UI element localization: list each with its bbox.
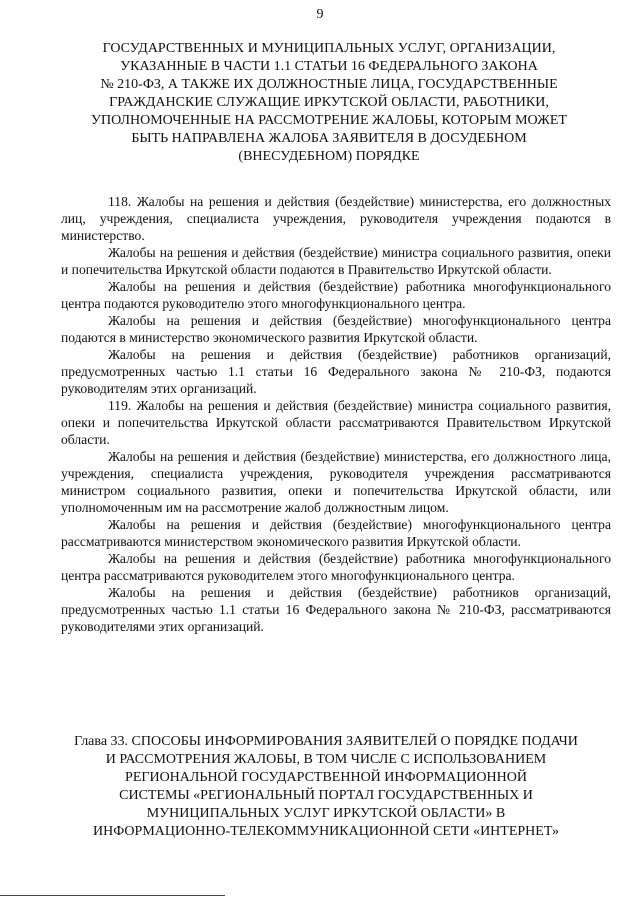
paragraph: Жалобы на решения и действия (бездействие) работника многофункционального центра рассматриваются руководителем этого многофункционального центра. [61,551,611,583]
section-heading-top [66,40,592,166]
paragraph: Жалобы на решения и действия (бездействие) работника многофункционального центра подаются руководителю этого многофункционального центра. [61,279,611,311]
paragraph: Жалобы на решения и действия (бездействие) министра социального развития, опеки и попечительства Иркутской области подаются в Правительство Иркутской области. [61,245,611,277]
footer-divider [0,895,225,896]
heading-line: БЫТЬ НАПРАВЛЕНА ЖАЛОБА ЗАЯВИТЕЛЯ В ДОСУДЕБНОМ [131,131,527,146]
heading-line: РЕГИОНАЛЬНОЙ ГОСУДАРСТВЕННОЙ ИНФОРМАЦИОННОЙ [125,770,527,785]
heading-line: УПОЛНОМОЧЕННЫЕ НА РАССМОТРЕНИЕ ЖАЛОБЫ, КОТОРЫМ МОЖЕТ [91,113,567,128]
heading-line: МУНИЦИПАЛЬНЫХ УСЛУГ ИРКУТСКОЙ ОБЛАСТИ» В [146,806,506,821]
heading-line: (ВНЕСУДЕБНОМ) ПОРЯДКЕ [238,149,420,164]
paragraph: Жалобы на решения и действия (бездействие) многофункционального центра подаются в министерство экономического развития Иркутской области. [61,313,611,345]
heading-line: ГОСУДАРСТВЕННЫХ И МУНИЦИПАЛЬНЫХ УСЛУГ, ОРГАНИЗАЦИИ, [102,41,556,56]
document-body [61,193,611,635]
heading-line: ГРАЖДАНСКИЕ СЛУЖАЩИЕ ИРКУТСКОЙ ОБЛАСТИ, РАБОТНИКИ, [109,95,549,110]
paragraph: Жалобы на решения и действия (бездействие) министерства, его должностного лица, учреждения, специалиста учреждения, руководителя учреждения рассматриваются министром социального развития, опеки и попечительства Иркутской области, или уполномоченным им на рассмотрение жалоб должностным лицом. [61,449,611,515]
heading-line: И РАССМОТРЕНИЯ ЖАЛОБЫ, В ТОМ ЧИСЛЕ С ИСПОЛЬЗОВАНИЕМ [105,752,547,767]
heading-line: № 210-ФЗ, А ТАКЖЕ ИХ ДОЛЖНОСТНЫЕ ЛИЦА, ГОСУДАРСТВЕННЫЕ [100,77,558,92]
heading-line: УКАЗАННЫЕ В ЧАСТИ 1.1 СТАТЬИ 16 ФЕДЕРАЛЬНОГО ЗАКОНА [120,59,538,74]
page-number: 9 [316,7,324,22]
heading-line: СИСТЕМЫ «РЕГИОНАЛЬНЫЙ ПОРТАЛ ГОСУДАРСТВЕННЫХ И [119,788,533,803]
paragraph: 119. Жалобы на решения и действия (бездействие) министра социального развития, опеки и попечительства Иркутской области рассматриваются Правительством Иркутской области. [61,398,611,447]
paragraph: Жалобы на решения и действия (бездействие) многофункционального центра рассматриваются министерством экономического развития Иркутской области. [61,517,611,549]
heading-line: ИНФОРМАЦИОННО-ТЕЛЕКОММУНИКАЦИОННОЙ СЕТИ «ИНТЕРНЕТ» [92,824,560,839]
paragraph: Жалобы на решения и действия (бездействие) работников организаций, предусмотренных частью 1.1 статьи 16 Федерального закона № 210-ФЗ, подаются руководителям этих организаций. [61,347,611,396]
heading-line: Глава 33. СПОСОБЫ ИНФОРМИРОВАНИЯ ЗАЯВИТЕЛЕЙ О ПОРЯДКЕ ПОДАЧИ [74,734,578,749]
chapter-heading [56,733,596,841]
paragraph: Жалобы на решения и действия (бездействие) работников организаций, предусмотренных частью 1.1 статьи 16 Федерального закона № 210-ФЗ, рассматриваются руководителями этих организаций. [61,585,611,634]
paragraph: 118. Жалобы на решения и действия (бездействие) министерства, его должностных лиц, учреждения, специалиста учреждения, руководителя учреждения подаются в министерство. [61,194,611,243]
